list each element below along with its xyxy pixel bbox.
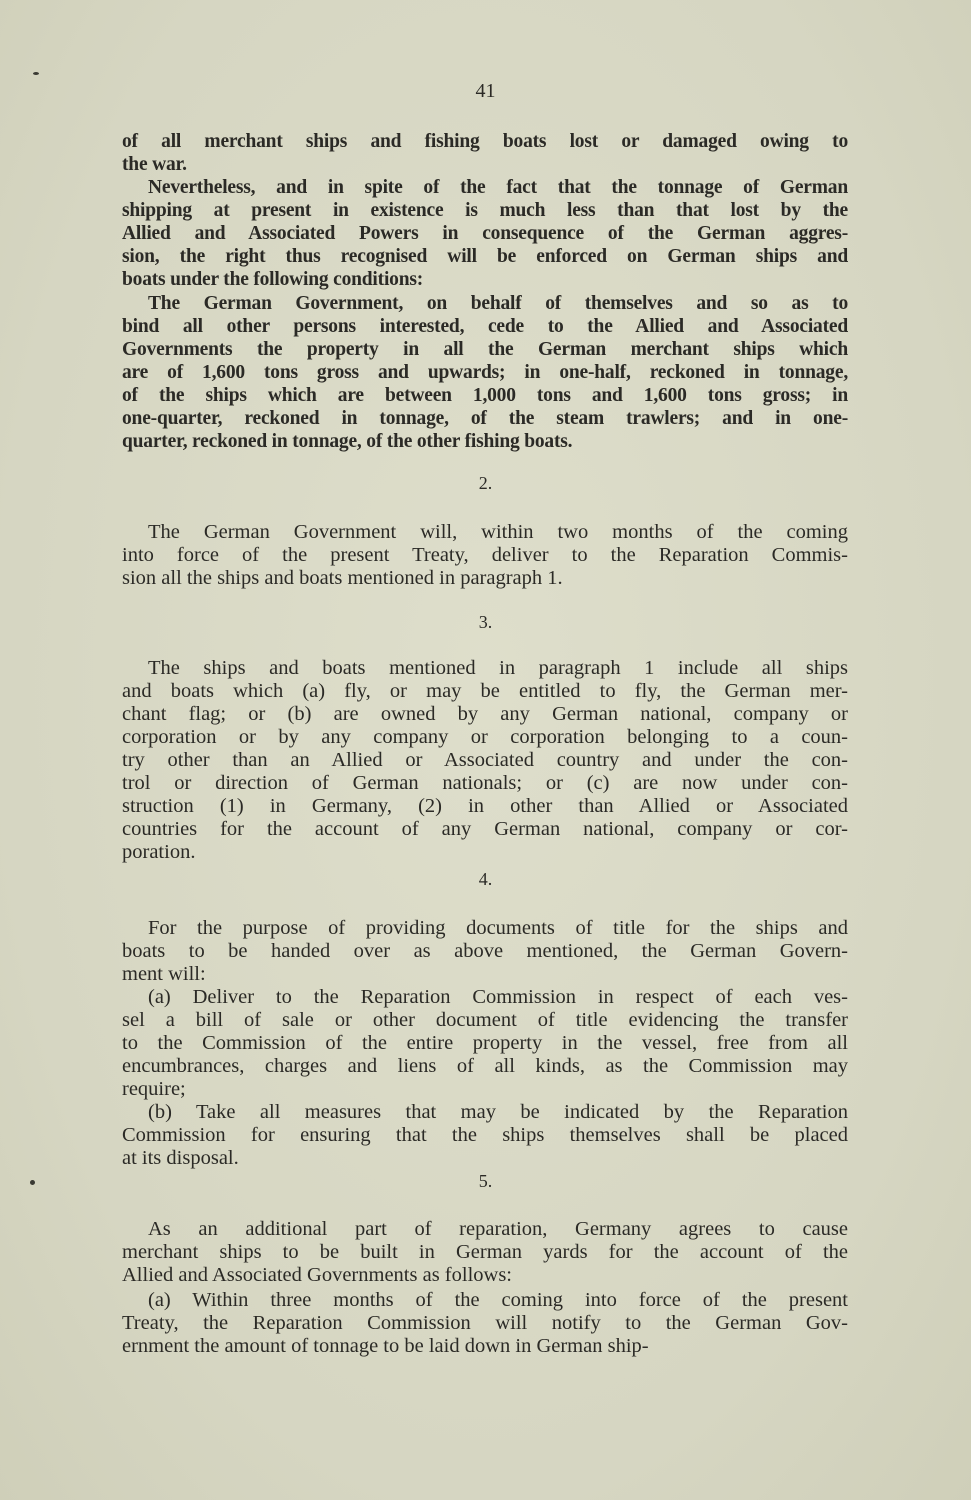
text-line: bind all other persons interested, cede to the Allied and Associated — [122, 316, 848, 337]
paragraph — [122, 292, 848, 453]
text-line: quarter, reckoned in tonnage, of the other fishing boats. — [122, 431, 573, 452]
text-line: As an additional part of reparation, Germany agrees to cause — [148, 1218, 848, 1240]
section-number: 4. — [478, 869, 493, 889]
text-line: struction (1) in Germany, (2) in other than Allied or Associated — [122, 795, 848, 817]
text-line: countries for the account of any German national, company or cor- — [122, 818, 848, 840]
text-line: ernment the amount of tonnage to be laid down in German ship- — [122, 1335, 649, 1357]
text-line: boats under the following conditions: — [122, 269, 424, 290]
scan-speck — [30, 1180, 35, 1185]
paragraph — [122, 657, 848, 864]
text-line: to the Commission of the entire property in the vessel, free from all — [122, 1032, 848, 1054]
section-number: 2. — [478, 473, 493, 493]
text-line: For the purpose of providing documents of title for the ships and — [148, 917, 848, 939]
text-line: try other than an Allied or Associated country and under the con- — [122, 749, 848, 771]
text-line: The German Government, on behalf of themselves and so as to — [148, 293, 848, 314]
paragraph — [122, 176, 848, 291]
text-line: (a) Within three months of the coming into force of the present — [148, 1289, 848, 1311]
text-line: require; — [122, 1078, 186, 1100]
text-line: Treaty, the Reparation Commission will notify to the German Gov- — [122, 1312, 848, 1334]
text-line: Governments the property in all the German merchant ships which — [122, 339, 848, 360]
text-line: (a) Deliver to the Reparation Commission in respect of each ves- — [148, 986, 848, 1008]
paragraph — [122, 986, 848, 1101]
text-line: (b) Take all measures that may be indicated by the Reparation — [148, 1101, 848, 1123]
text-line: sion all the ships and boats mentioned in paragraph 1. — [122, 567, 563, 589]
text-line: trol or direction of German nationals; or (c) are now under con- — [122, 772, 848, 794]
section-number: 3. — [478, 612, 493, 632]
text-line: encumbrances, charges and liens of all kinds, as the Commission may — [122, 1055, 848, 1077]
paragraph — [122, 1289, 848, 1358]
text-line: shipping at present in existence is much less than that lost by the — [122, 200, 848, 221]
text-line: corporation or by any company or corporation belonging to a coun- — [122, 726, 848, 748]
scan-speck — [33, 72, 39, 75]
text-line: merchant ships to be built in German yards for the account of the — [122, 1241, 848, 1263]
text-line: Allied and Associated Governments as follows: — [122, 1264, 513, 1286]
text-line: Allied and Associated Powers in consequence of the German aggres- — [122, 223, 848, 244]
text-line: of the ships which are between 1,000 tons and 1,600 tons gross; in — [122, 385, 848, 406]
text-line: poration. — [122, 841, 196, 863]
text-line: at its disposal. — [122, 1147, 239, 1169]
text-line: boats to be handed over as above mentioned, the German Govern- — [122, 940, 848, 962]
text-line: Nevertheless, and in spite of the fact that the tonnage of German — [148, 177, 848, 198]
page-number: 41 — [475, 80, 496, 102]
text-line: and boats which (a) fly, or may be entitled to fly, the German mer- — [122, 680, 848, 702]
paragraph — [122, 1218, 848, 1287]
paragraph — [122, 1101, 848, 1170]
text-line: are of 1,600 tons gross and upwards; in one-half, reckoned in tonnage, — [122, 362, 848, 383]
paragraph — [122, 917, 848, 986]
text-line: sel a bill of sale or other document of title evidencing the transfer — [122, 1009, 848, 1031]
text-line: into force of the present Treaty, deliver to the Reparation Commis- — [122, 544, 848, 566]
text-line: the war. — [122, 154, 187, 175]
text-line: Commission for ensuring that the ships themselves shall be placed — [122, 1124, 848, 1146]
text-line: of all merchant ships and fishing boats lost or damaged owing to — [122, 131, 848, 152]
text-line: sion, the right thus recognised will be enforced on German ships and — [122, 246, 848, 267]
text-line: ment will: — [122, 963, 206, 985]
paragraph — [122, 130, 848, 176]
text-line: one-quarter, reckoned in tonnage, of the steam trawlers; and in one- — [122, 408, 848, 429]
text-line: chant flag; or (b) are owned by any German national, company or — [122, 703, 848, 725]
section-number: 5. — [478, 1171, 493, 1191]
paragraph — [122, 521, 848, 590]
text-line: The ships and boats mentioned in paragraph 1 include all ships — [148, 657, 848, 679]
text-line: The German Government will, within two months of the coming — [148, 521, 848, 543]
